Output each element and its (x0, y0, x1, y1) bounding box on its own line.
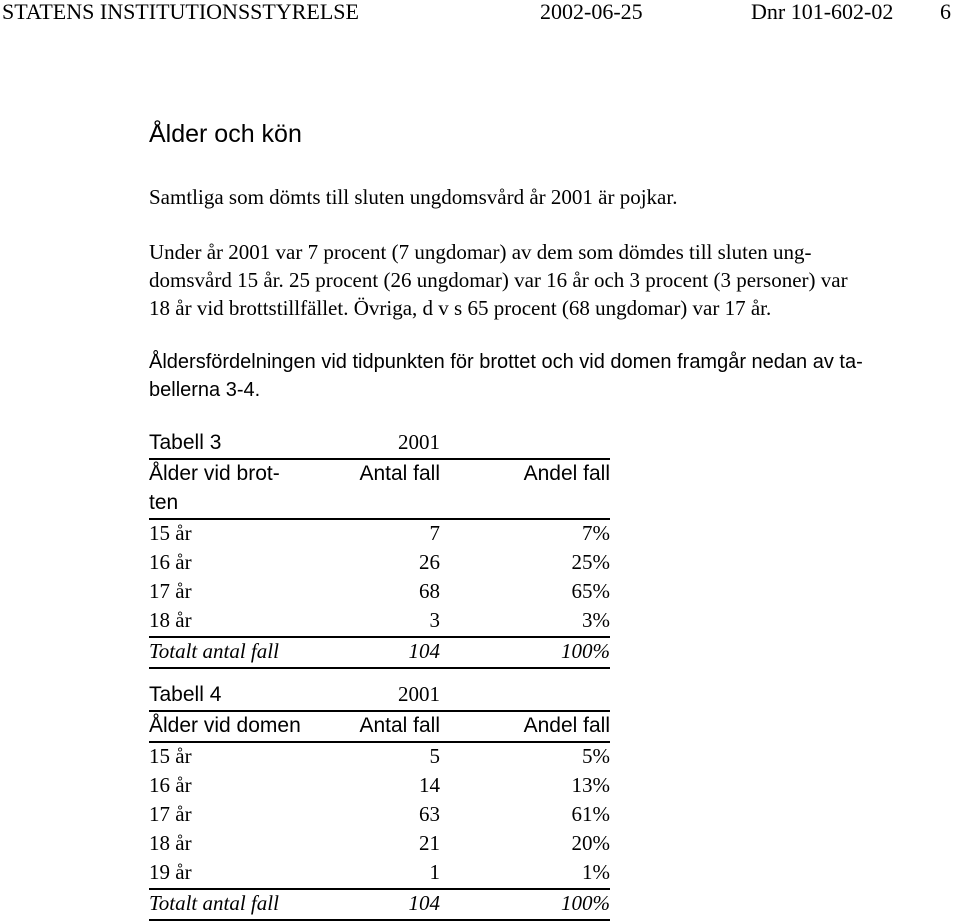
header-date: 2002-06-25 (540, 0, 643, 24)
table-cell: 21 (419, 831, 440, 855)
table-row (149, 742, 610, 772)
table-cell: 25% (571, 550, 610, 574)
table-total-count: 104 (333, 889, 440, 920)
table-cell: 7% (582, 521, 610, 545)
table-cell: 63 (419, 802, 440, 826)
table-header-row (149, 459, 610, 489)
table-cell: 17 år (149, 579, 192, 603)
table-cell: 26 (419, 550, 440, 574)
table-header-row (149, 711, 610, 742)
column-header-share: Andel fall (440, 711, 610, 742)
table-title-row (149, 681, 610, 711)
paragraph-2 (149, 238, 949, 322)
column-header-count: Antal fall (359, 462, 440, 485)
table-cell: 14 (419, 773, 440, 797)
table-year: 2001 (333, 681, 440, 711)
paragraph-1 (149, 183, 949, 211)
header-reference: Dnr 101-602-02 (751, 0, 894, 24)
table-row (149, 801, 610, 830)
table-4 (149, 681, 610, 921)
table-year: 2001 (333, 429, 440, 459)
table-total-label: Totalt antal fall (149, 637, 333, 668)
table-row (149, 549, 610, 578)
table-row (149, 830, 610, 859)
table-total-share: 100% (440, 889, 610, 920)
table-total-count: 104 (333, 637, 440, 668)
column-header-count: Antal fall (333, 711, 440, 742)
paragraph-line: Samtliga som dömts till sluten ungdomsvård år 2001 är pojkar. (149, 185, 678, 209)
table-cell: 68 (419, 579, 440, 603)
paragraph-3 (149, 348, 949, 404)
paragraph-line: bellerna 3-4. (149, 379, 261, 401)
header-page-number: 6 (940, 0, 951, 24)
table-total-row (149, 889, 610, 920)
column-header-age-cont: ten (149, 489, 333, 519)
table-row (149, 772, 610, 801)
table-header-row-cont (149, 489, 610, 519)
table-cell: 7 (429, 521, 440, 545)
table-total-share: 100% (440, 637, 610, 668)
table-cell: 15 år (149, 521, 192, 545)
table-cell: 17 år (149, 802, 192, 826)
table-cell: 1% (440, 859, 610, 889)
table-cell: 16 år (149, 550, 192, 574)
paragraph-line: Åldersfördelningen vid tidpunkten för brottet och vid domen framgår nedan av ta- (149, 351, 863, 373)
table-row (149, 859, 610, 889)
table-cell: 65% (571, 579, 610, 603)
table-cell: 16 år (149, 773, 192, 797)
header-organization: STATENS INSTITUTIONSSTYRELSE (2, 0, 359, 24)
paragraph-line: domsvård 15 år. 25 procent (26 ungdomar) var 16 år och 3 procent (3 personer) var (149, 268, 848, 292)
table-row (149, 519, 610, 549)
paragraph-line: 18 år vid brottstillfället. Övriga, d v s 65 procent (68 ungdomar) var 17 år. (149, 296, 772, 320)
table-title-row (149, 429, 610, 459)
table-cell: 3 (333, 607, 440, 637)
section-heading: Ålder och kön (149, 120, 302, 148)
column-header-share: Andel fall (523, 462, 610, 485)
paragraph-line: Under år 2001 var 7 procent (7 ungdomar) av dem som dömdes till sluten ung- (149, 240, 812, 264)
table-cell: 1 (333, 859, 440, 889)
table-cell: 20% (571, 831, 610, 855)
table-cell: 18 år (149, 831, 192, 855)
table-row (149, 578, 610, 607)
table-cell: 3% (440, 607, 610, 637)
table-title: Tabell 4 (149, 681, 333, 711)
column-header-age: Ålder vid brot- (149, 462, 280, 485)
table-cell: 15 år (149, 744, 192, 768)
table-cell: 5 (429, 744, 440, 768)
table-3 (149, 429, 610, 669)
table-cell: 18 år (149, 607, 333, 637)
table-total-row (149, 637, 610, 668)
table-cell: 13% (571, 773, 610, 797)
table-cell: 5% (582, 744, 610, 768)
column-header-age: Ålder vid domen (149, 711, 333, 742)
page-header (0, 0, 960, 26)
table-cell: 19 år (149, 859, 333, 889)
table-title: Tabell 3 (149, 429, 333, 459)
table-total-label: Totalt antal fall (149, 889, 333, 920)
table-cell: 61% (571, 802, 610, 826)
table-row (149, 607, 610, 637)
